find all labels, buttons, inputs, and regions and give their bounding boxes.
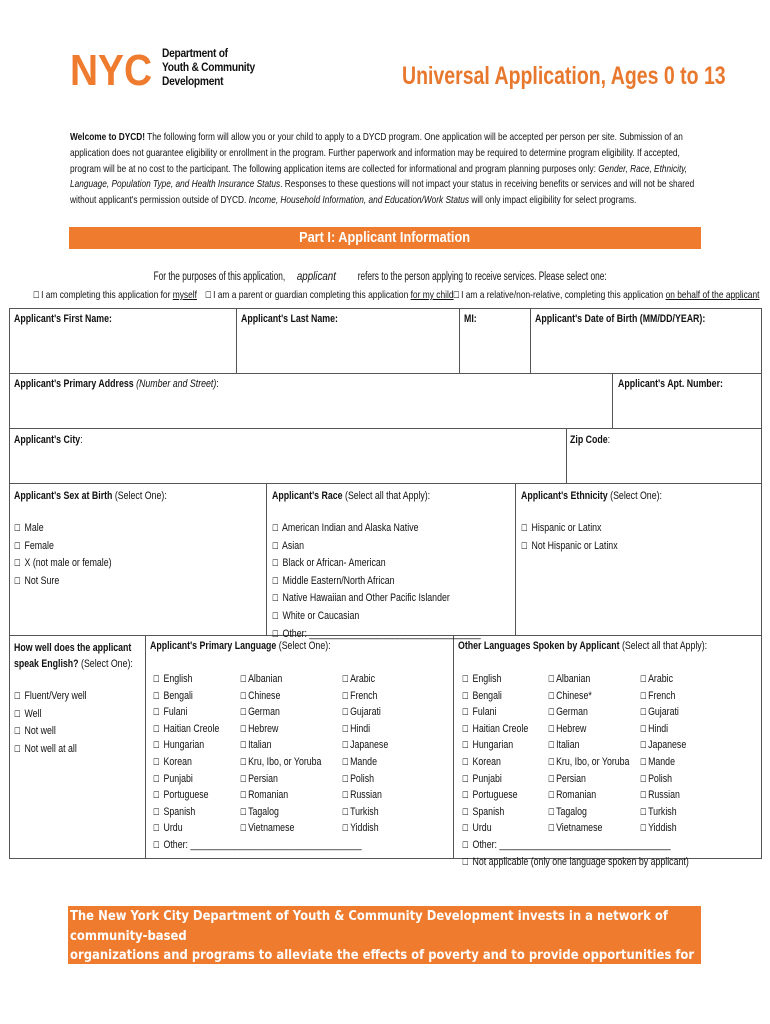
checkbox-icon[interactable]: ☐ [548,757,555,768]
language-option[interactable]: ☐ Japanese [640,739,687,752]
language-option[interactable]: ☐ Haitian Creole [153,722,220,735]
checkbox-icon[interactable]: ☐ [640,741,647,752]
language-option[interactable]: ☐ Urdu [153,822,183,835]
language-option[interactable]: ☐ Spanish [462,805,505,818]
nyc-logo [70,46,152,95]
language-option[interactable]: ☐ Portuguese [462,789,518,802]
language-option[interactable]: ☐ Polish [342,772,375,785]
checkbox-icon[interactable]: ☐ [342,741,349,752]
checkbox-icon[interactable]: ☐ [521,524,528,534]
sex-option[interactable]: ☐ Male [14,522,44,534]
checkbox-icon[interactable]: ☐ [548,824,555,835]
sex-option[interactable]: ☐ Female [14,539,54,552]
checkbox-icon[interactable]: ☐ [548,675,555,685]
language-option[interactable]: ☐ Russian [342,789,382,802]
checkbox-icon[interactable]: ☐ [342,675,349,685]
race-option[interactable]: ☐ Black or African- American [272,557,386,570]
language-option[interactable]: ☐ Kru, Ibo, or Yoruba [548,755,630,768]
last-name-field[interactable]: Applicant's Last Name: [241,313,338,325]
english-proficiency-label: How well does the applicant speak English? (Select One): [14,642,133,670]
language-option[interactable]: ☐ Turkish [342,805,379,818]
apt-number-field[interactable]: Applicant's Apt. Number: [618,378,723,390]
language-option[interactable]: ☐ Vietnamese [240,822,295,835]
language-option[interactable]: ☐ English [153,673,193,685]
checkbox-icon[interactable]: ☐ [640,757,647,768]
checkbox-icon[interactable]: ☐ [14,524,21,534]
checkbox-icon[interactable]: ☐ [521,541,528,552]
checkbox-icon[interactable]: ☐ [153,824,160,835]
first-name-field[interactable]: Applicant's First Name: [14,313,112,325]
checkbox-icon[interactable]: ☐ [640,724,647,735]
checkbox-icon[interactable]: ☐ [240,675,247,685]
checkbox-icon[interactable]: ☐ [342,691,349,702]
option-my-child[interactable]: ☐ I am a parent or guardian completing this application for my child [205,289,454,301]
race-option[interactable]: ☐ Native Hawaiian and Other Pacific Islander [272,592,450,605]
language-option[interactable]: ☐ Russian [640,789,680,802]
checkbox-icon[interactable]: ☐ [548,774,555,785]
checkbox-icon[interactable]: ☐ [462,741,469,752]
language-option[interactable]: ☐ English [462,673,502,685]
language-option[interactable]: ☐ Vietnamese [548,822,603,835]
checkbox-icon[interactable]: ☐ [153,691,160,702]
language-option[interactable]: ☐ Italian [548,739,580,752]
checkbox-icon[interactable]: ☐ [462,724,469,735]
department-name: Department of Youth & Community Development [162,46,255,88]
checkbox-icon[interactable]: ☐ [462,840,469,851]
race-option[interactable]: ☐ Asian [272,539,305,552]
checkbox-icon[interactable]: ☐ [462,807,469,818]
checkbox-icon[interactable]: ☐ [153,675,160,685]
checkbox-icon[interactable]: ☐ [342,791,349,802]
language-option[interactable]: ☐ Urdu [462,822,492,835]
language-option[interactable]: ☐ Turkish [640,805,677,818]
language-option[interactable]: ☐ Persian [240,772,278,785]
checkbox-icon[interactable]: ☐ [548,691,555,702]
language-option[interactable]: ☐ Hebrew [548,722,587,735]
checkbox-icon[interactable]: ☐ [153,757,160,768]
language-option[interactable]: ☐ Hungarian [153,739,205,752]
language-option[interactable]: ☐ Hebrew [240,722,279,735]
checkbox-icon[interactable]: ☐ [153,840,160,851]
checkbox-icon[interactable]: ☐ [640,708,647,719]
language-option-not-applicable[interactable]: ☐ Not applicable (only one language spoken by applicant) [462,855,689,868]
checkbox-icon[interactable]: ☐ [462,774,469,785]
race-options [272,520,481,643]
checkbox-icon[interactable]: ☐ [640,807,647,818]
checkbox-icon[interactable]: ☐ [272,576,279,587]
checkbox-icon[interactable]: ☐ [342,774,349,785]
race-option[interactable]: ☐ White or Caucasian [272,609,360,622]
checkbox-icon[interactable]: ☐ [33,291,40,301]
english-option[interactable]: ☐ Not well [14,725,56,738]
other-language-col3 [640,672,686,838]
language-option-other[interactable]: ☐ Other: ___________________________________ [462,838,671,851]
checkbox-icon[interactable]: ☐ [272,629,279,640]
checkbox-icon[interactable]: ☐ [272,524,279,534]
checkbox-icon[interactable]: ☐ [272,594,279,605]
checkbox-icon[interactable]: ☐ [14,709,21,720]
language-option[interactable]: ☐ Hindi [342,722,371,735]
checkbox-icon[interactable]: ☐ [548,741,555,752]
sex-options [14,520,112,590]
checkbox-icon[interactable]: ☐ [240,724,247,735]
checkbox-icon[interactable]: ☐ [14,541,21,552]
ethnicity-label: Applicant's Ethnicity (Select One): [521,490,662,502]
checkbox-icon[interactable]: ☐ [548,791,555,802]
checkbox-icon[interactable]: ☐ [342,724,349,735]
mission-banner: The New York City Department of Youth & Community Development invests in a network of community-based organizations and programs to alleviate the effects of poverty and to provide opportunities for New Yorkers and communities to flourish. [68,906,701,964]
language-option[interactable]: ☐ Mande [640,755,675,768]
zip-code-field[interactable]: Zip Code: [570,434,611,446]
checkbox-icon[interactable]: ☐ [14,576,21,587]
checkbox-icon[interactable]: ☐ [153,724,160,735]
checkbox-icon[interactable]: ☐ [342,807,349,818]
language-option[interactable]: ☐ Kru, Ibo, or Yoruba [240,755,322,768]
checkbox-icon[interactable]: ☐ [240,774,247,785]
section-header-part1: Part I: Applicant Information [69,227,701,249]
checkbox-icon[interactable]: ☐ [153,708,160,719]
language-option[interactable]: ☐ Hungarian [462,739,514,752]
english-option[interactable]: ☐ Well [14,707,42,720]
language-option[interactable]: ☐ Albanian [240,673,283,685]
language-option[interactable]: ☐ Fulani [153,706,188,719]
city-field[interactable]: Applicant's City: [14,434,83,446]
language-option[interactable]: ☐ Hindi [640,722,669,735]
checkbox-icon[interactable]: ☐ [342,757,349,768]
language-option[interactable]: ☐ French [342,689,378,702]
checkbox-icon[interactable]: ☐ [640,675,647,685]
checkbox-icon[interactable]: ☐ [153,791,160,802]
option-on-behalf[interactable]: ☐ I am a relative/non-relative, completing this application on behalf of the applicant [453,289,760,301]
checkbox-icon[interactable]: ☐ [14,744,21,755]
language-option[interactable]: ☐ German [240,706,280,719]
language-option[interactable]: ☐ Romanian [548,789,597,802]
checkbox-icon[interactable]: ☐ [272,541,279,552]
ethnicity-options [521,520,618,555]
checkbox-icon[interactable]: ☐ [640,824,647,835]
checkbox-icon[interactable]: ☐ [153,774,160,785]
checkbox-icon[interactable]: ☐ [153,807,160,818]
race-option[interactable]: ☐ Middle Eastern/North African [272,574,395,587]
language-option[interactable]: ☐ Bengali [153,689,193,702]
ethnicity-option[interactable]: ☐ Not Hispanic or Latinx [521,539,618,552]
language-option[interactable]: ☐ Spanish [153,805,196,818]
language-option[interactable]: ☐ Punjabi [153,772,193,785]
checkbox-icon[interactable]: ☐ [462,708,469,719]
checkbox-icon[interactable]: ☐ [240,807,247,818]
checkbox-icon[interactable]: ☐ [14,727,21,738]
language-option[interactable]: ☐ Tagalog [548,805,587,818]
sex-option[interactable]: ☐ Not Sure [14,574,60,587]
language-option[interactable]: ☐ Yiddish [640,822,677,835]
language-option[interactable]: ☐ Gujarati [342,706,381,719]
primary-language-col3 [342,672,388,838]
language-option[interactable]: ☐ Punjabi [462,772,502,785]
checkbox-icon[interactable]: ☐ [462,824,469,835]
checkbox-icon[interactable]: ☐ [240,757,247,768]
svg-text:NYC: NYC [70,46,152,95]
checkbox-icon[interactable]: ☐ [548,807,555,818]
sex-option[interactable]: ☐ X (not male or female) [14,557,112,570]
checkbox-icon[interactable]: ☐ [462,857,469,868]
language-option[interactable]: ☐ Albanian [548,673,591,685]
language-option[interactable]: ☐ Persian [548,772,586,785]
checkbox-icon[interactable]: ☐ [240,791,247,802]
checkbox-icon[interactable]: ☐ [153,741,160,752]
checkbox-icon[interactable]: ☐ [640,691,647,702]
checkbox-icon[interactable]: ☐ [462,757,469,768]
checkbox-icon[interactable]: ☐ [272,611,279,622]
purpose-statement: For the purposes of this application,applicantrefers to the person applying to receive services. Please select one: [153,271,607,283]
language-option[interactable]: ☐ Yiddish [342,822,379,835]
sex-at-birth-label: Applicant's Sex at Birth (Select One): [14,490,167,502]
ethnicity-option[interactable]: ☐ Hispanic or Latinx [521,522,602,534]
language-option[interactable]: ☐ Chinese* [548,689,592,702]
race-label: Applicant's Race (Select all that Apply): [272,490,431,502]
checkbox-icon[interactable]: ☐ [240,741,247,752]
language-option[interactable]: ☐ Gujarati [640,706,679,719]
checkbox-icon[interactable]: ☐ [14,559,21,570]
checkbox-icon[interactable]: ☐ [342,708,349,719]
race-option[interactable]: ☐ American Indian and Alaska Native [272,522,419,534]
language-option[interactable]: ☐ Korean [153,755,192,768]
language-option[interactable]: ☐ Chinese [240,689,281,702]
checkbox-icon[interactable]: ☐ [272,559,279,570]
other-language-col2 [548,672,629,838]
checkbox-icon[interactable]: ☐ [548,708,555,719]
checkbox-icon[interactable]: ☐ [14,692,21,702]
language-option[interactable]: ☐ Tagalog [240,805,279,818]
checkbox-icon[interactable]: ☐ [342,824,349,835]
primary-language-col2 [240,672,321,838]
english-option[interactable]: ☐ Fluent/Very well [14,690,87,702]
option-myself[interactable]: ☐ I am completing this application for myself [33,289,198,301]
checkbox-icon[interactable]: ☐ [462,791,469,802]
language-option[interactable]: ☐ Bengali [462,689,502,702]
checkbox-icon[interactable]: ☐ [240,824,247,835]
language-option[interactable]: ☐ Romanian [240,789,289,802]
language-option[interactable]: ☐ Korean [462,755,501,768]
english-options [14,688,87,758]
language-option[interactable]: ☐ Polish [640,772,673,785]
checkbox-icon[interactable]: ☐ [453,291,460,301]
page-title: Universal Application, Ages 0 to 13 [402,62,726,90]
other-languages-label: Other Languages Spoken by Applicant (Select all that Apply): [458,640,708,652]
language-option[interactable]: ☐ Japanese [342,739,389,752]
language-option[interactable]: ☐ Mande [342,755,377,768]
checkbox-icon[interactable]: ☐ [548,724,555,735]
language-option[interactable]: ☐ Arabic [342,673,376,685]
intro-paragraph: Welcome to DYCD! The following form will allow you or your child to apply to a DYCD program. One application will be accepted per person per site. Submission of an application does not guarantee eligibility or enrollment in the program. Further paperwork and information may be required to determine program eligibility. If accepted, program will be at no cost to the participant. The following application items are collected for informational and program planning purposes only: Gender, Race, Ethnicity, Language, Population Type, and Health Insurance Status. Responses to these questions will not impact your status in receiving benefits or services and will not be shared without applicant's permission outside of DYCD. Income, Household Information, and Education/Work Status will only impact eligibility for select programs. [70,131,695,207]
language-option[interactable]: ☐ Italian [240,739,272,752]
language-option[interactable]: ☐ German [548,706,588,719]
language-option[interactable]: ☐ Portuguese [153,789,209,802]
language-option[interactable]: ☐ French [640,689,676,702]
middle-initial-field[interactable]: MI: [464,313,477,325]
checkbox-icon[interactable]: ☐ [462,691,469,702]
language-option[interactable]: ☐ Fulani [462,706,497,719]
checkbox-icon[interactable]: ☐ [462,675,469,685]
checkbox-icon[interactable]: ☐ [240,708,247,719]
checkbox-icon[interactable]: ☐ [205,291,212,301]
language-option[interactable]: ☐ Arabic [640,673,674,685]
checkbox-icon[interactable]: ☐ [240,691,247,702]
race-option-other[interactable]: ☐ Other: ___________________________________ [272,627,481,640]
language-option[interactable]: ☐ Haitian Creole [462,722,529,735]
checkbox-icon[interactable]: ☐ [640,791,647,802]
dob-field[interactable]: Applicant's Date of Birth (MM/DD/YEAR): [535,313,706,325]
english-option[interactable]: ☐ Not well at all [14,742,77,755]
address-field[interactable]: Applicant's Primary Address (Number and Street): [14,378,219,390]
checkbox-icon[interactable]: ☐ [640,774,647,785]
language-option-other[interactable]: ☐ Other: ___________________________________ [153,838,362,851]
primary-language-label: Applicant's Primary Language (Select One): [150,640,331,652]
